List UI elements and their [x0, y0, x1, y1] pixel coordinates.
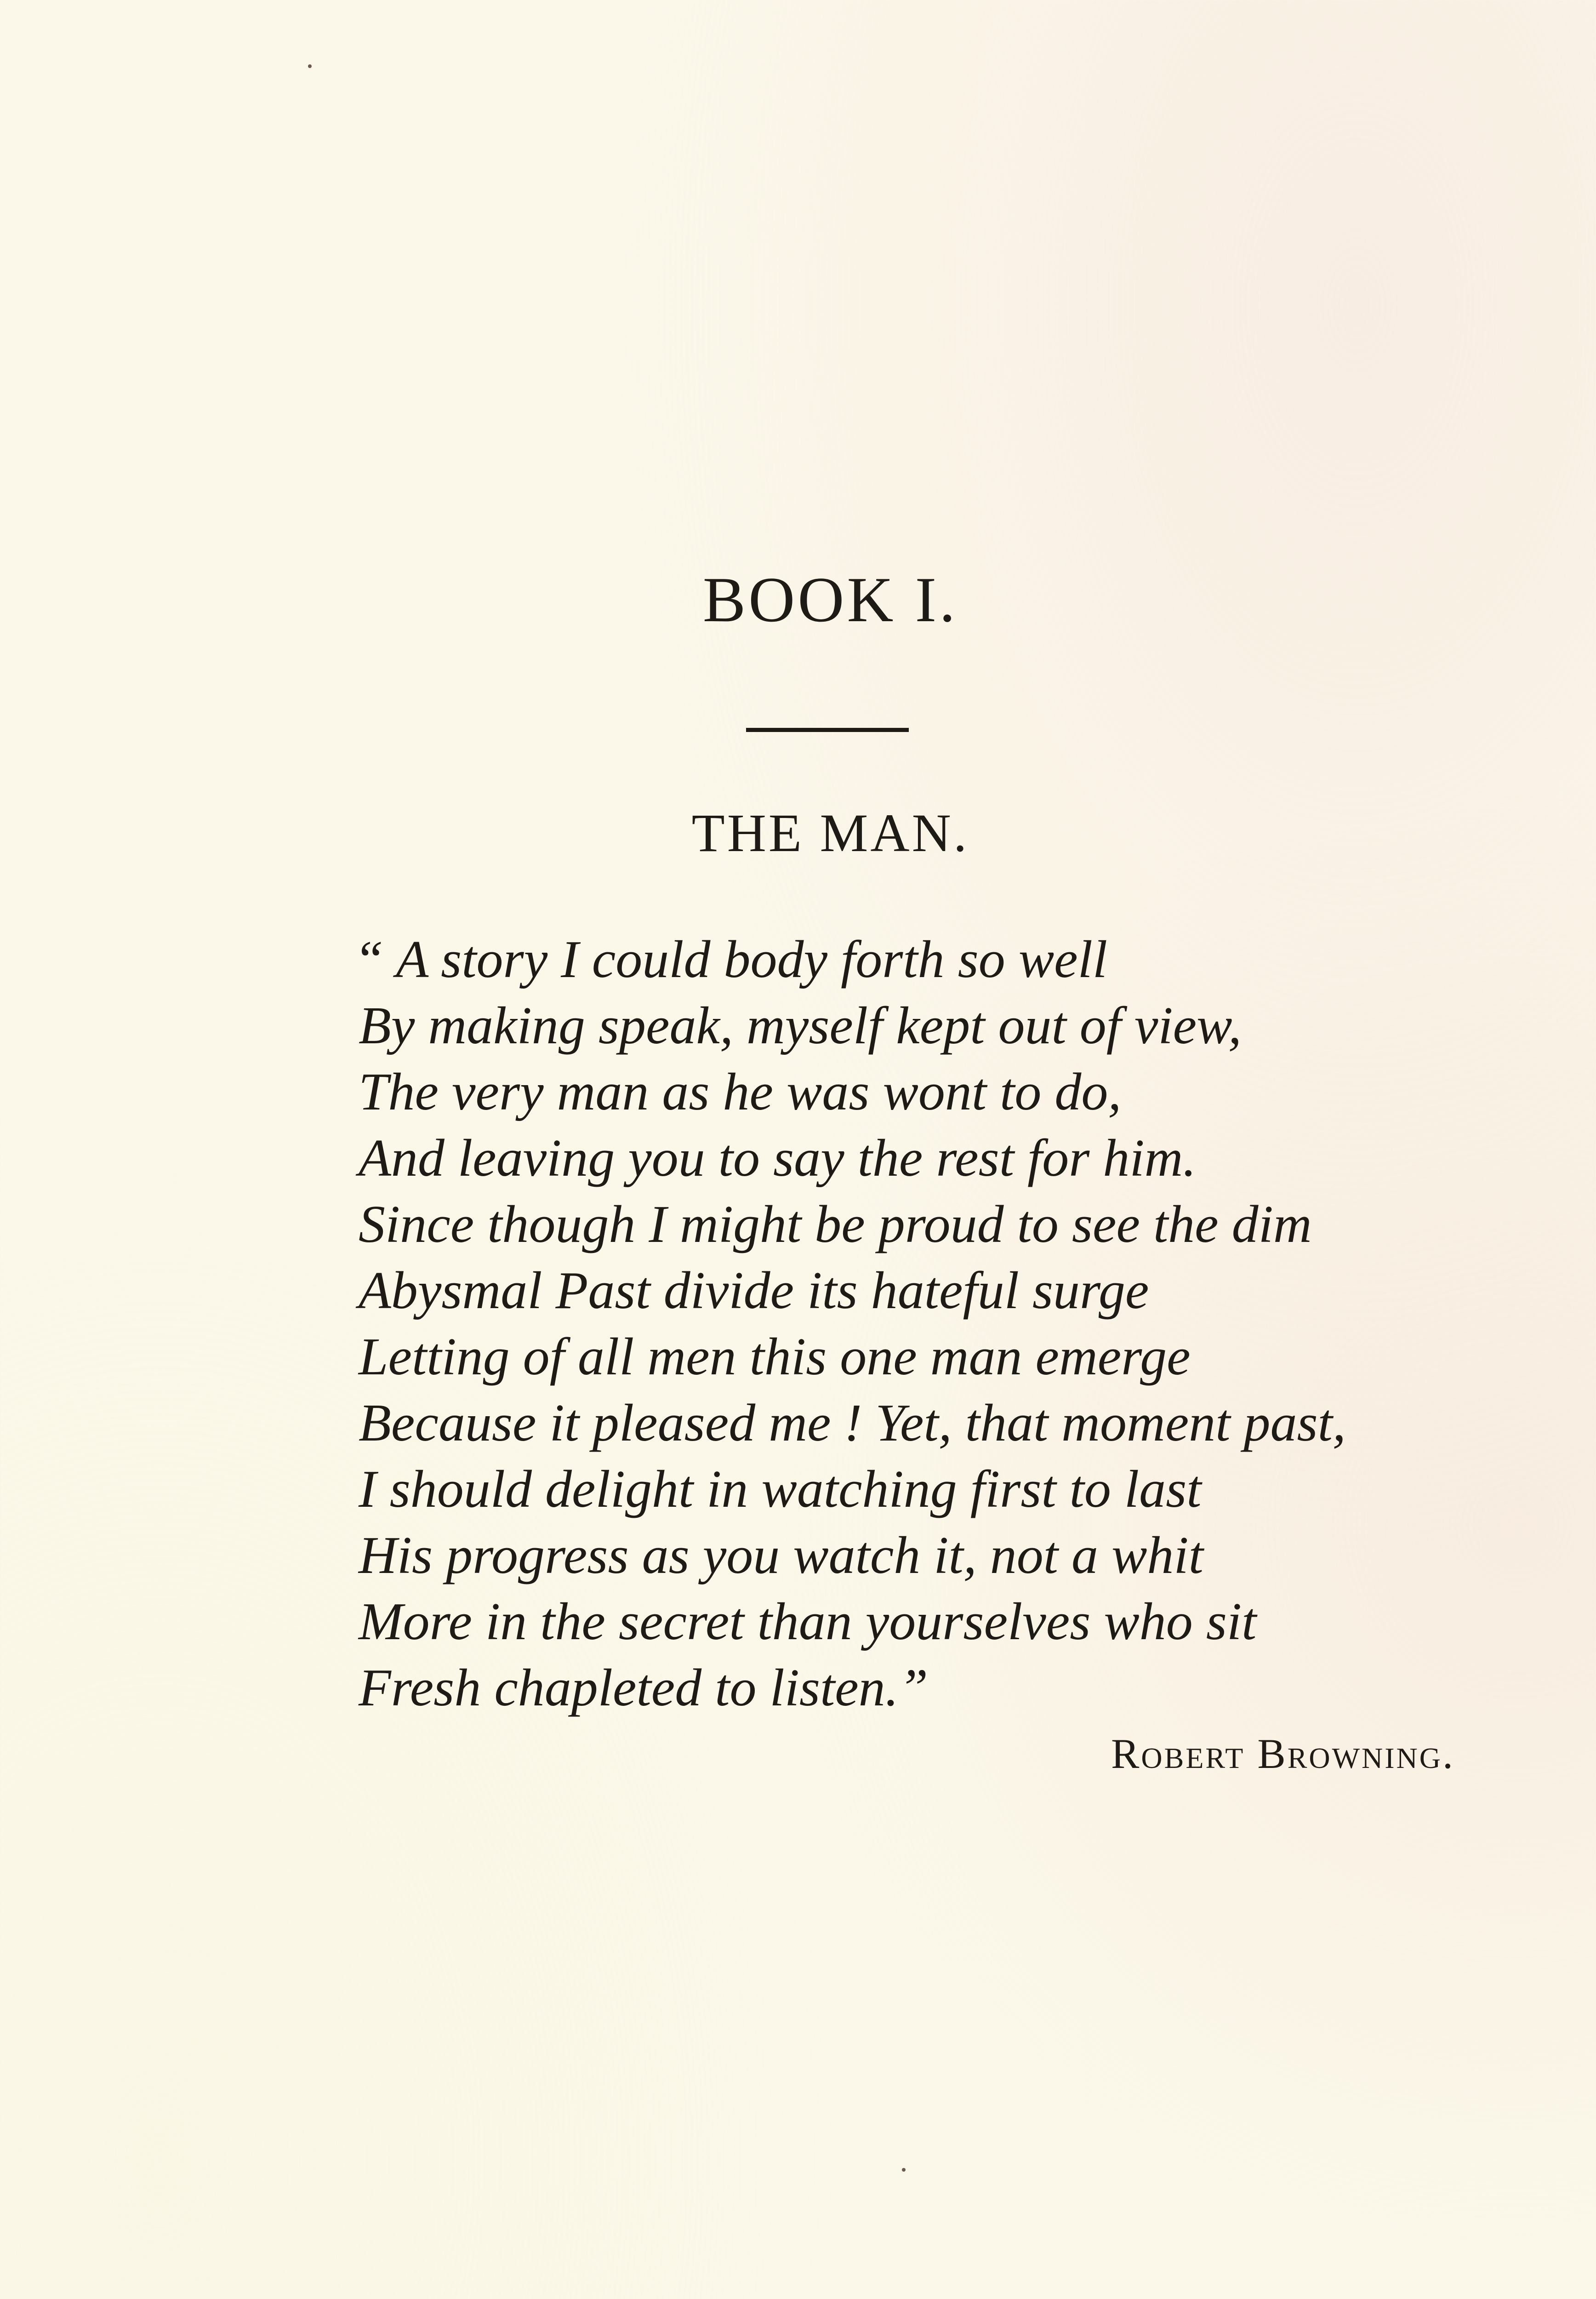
section-heading: THE MAN.: [691, 803, 969, 863]
poem-line: Since though I might be proud to see the dim: [359, 1195, 1312, 1254]
heading-divider: [746, 728, 909, 732]
poem-line: I should delight in watching first to last: [359, 1460, 1202, 1519]
poem-line: His progress as you watch it, not a whit: [359, 1526, 1203, 1585]
poem-line: Abysmal Past divide its hateful surge: [359, 1261, 1149, 1320]
paper-speck: [308, 64, 312, 68]
poem-line: By making speak, myself kept out of view,: [359, 996, 1242, 1055]
paper-speck: [902, 2168, 906, 2172]
poem-line: And leaving you to say the rest for him.: [359, 1129, 1197, 1188]
epigraph-poem: [354, 926, 1346, 1721]
poem-line: The very man as he was wont to do,: [359, 1063, 1122, 1121]
book-heading: BOOK I.: [702, 564, 958, 635]
poem-line: “ A story I could body forth so well: [354, 930, 1108, 989]
poem-line: Fresh chapleted to listen.”: [359, 1658, 929, 1717]
poem-attribution: Robert Browning.: [1111, 1730, 1455, 1777]
poem-line: More in the secret than yourselves who sit: [359, 1592, 1257, 1651]
poem-line: Because it pleased me ! Yet, that moment past,: [359, 1394, 1346, 1453]
poem-line: Letting of all men this one man emerge: [359, 1327, 1191, 1386]
